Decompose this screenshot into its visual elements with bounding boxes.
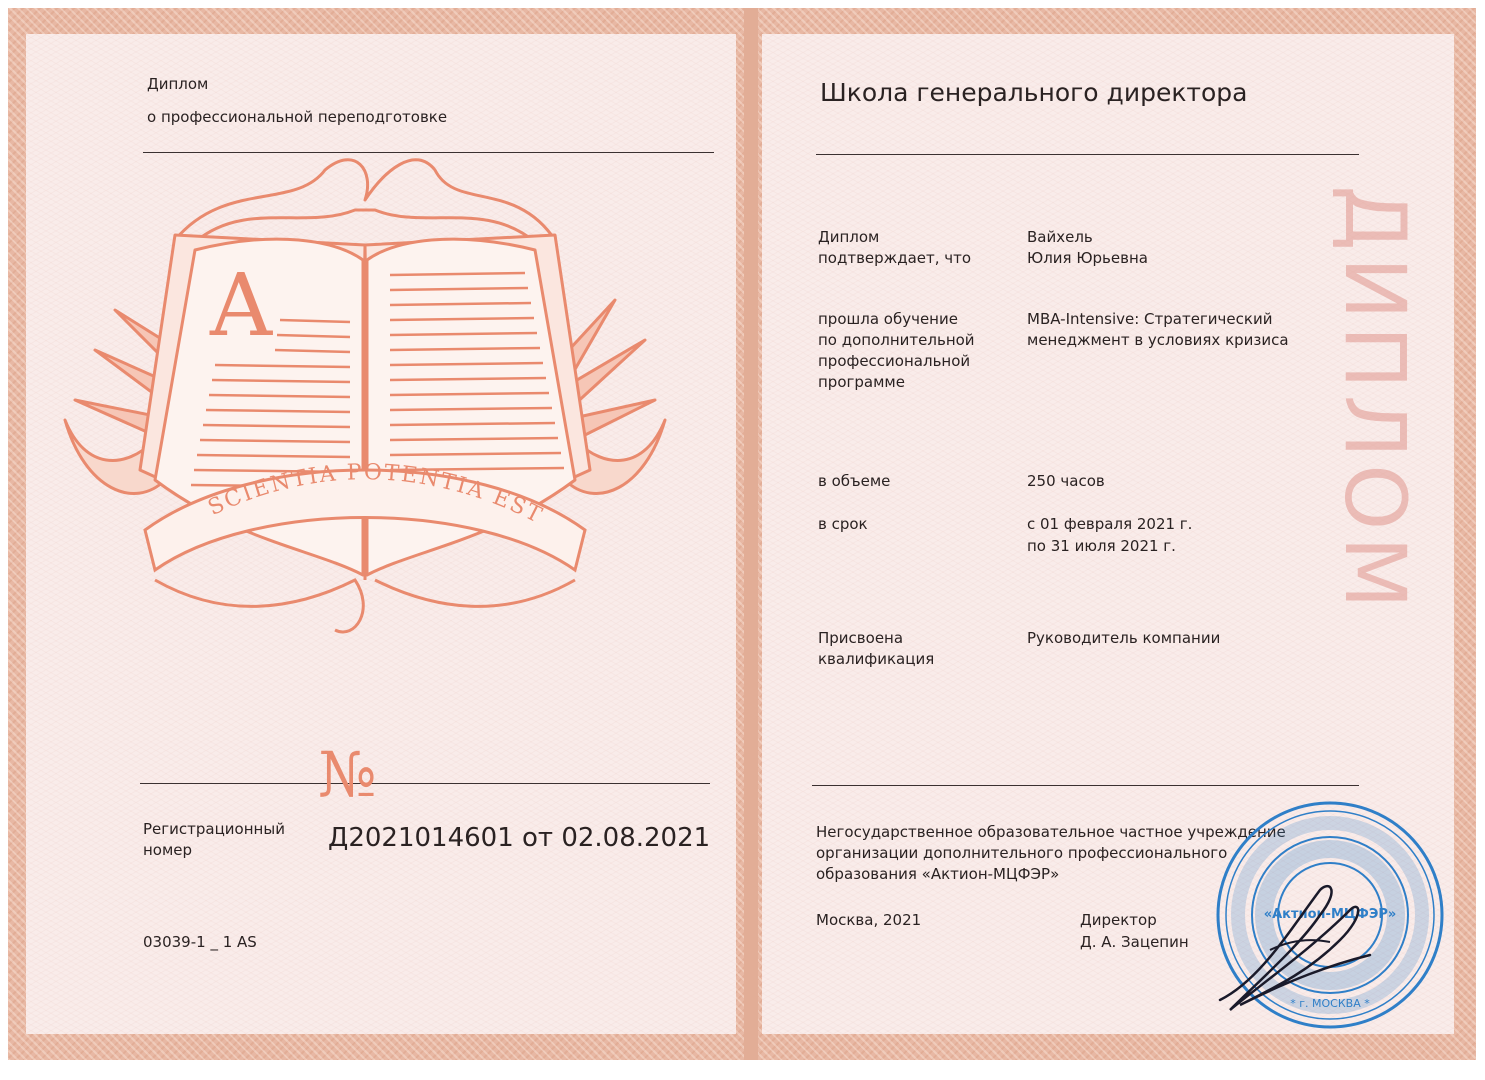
recipient-surname: Вайхель — [1027, 228, 1093, 246]
confirm-label-line1: Диплом — [818, 228, 880, 246]
org-line3: образования «Актион-МЦФЭР» — [816, 865, 1060, 883]
term-to: по 31 июля 2021 г. — [1027, 537, 1176, 555]
emblem-letter: A — [210, 256, 273, 356]
term-from: с 01 февраля 2021 г. — [1027, 515, 1193, 533]
director-signature-icon — [1200, 870, 1380, 1020]
reg-label-line2: номер — [143, 841, 193, 859]
qualification-label-line1: Присвоена — [818, 629, 904, 647]
city-year: Москва, 2021 — [816, 911, 922, 929]
divider-bottom-right — [812, 785, 1359, 786]
divider-top-right — [816, 154, 1359, 155]
spine-fold — [744, 8, 758, 1060]
qualification-value: Руководитель компании — [1027, 629, 1221, 647]
number-sign: № — [318, 738, 377, 811]
school-name: Школа генерального директора — [820, 78, 1248, 107]
stamp-bottom-text: * г. МОСКВА * — [1290, 997, 1370, 1010]
diploma-subtitle: о профессиональной переподготовке — [147, 108, 448, 126]
stamp-center-text: «Актион-МЦФЭР» — [1263, 907, 1397, 922]
program-name-line2: менеджмент в условиях кризиса — [1027, 331, 1289, 349]
form-code: 03039-1 _ 1 AS — [143, 933, 257, 951]
director-name: Д. А. Зацепин — [1080, 933, 1189, 951]
confirm-label-line2: подтверждает, что — [818, 249, 972, 267]
diploma-title: Диплом — [147, 75, 209, 93]
recipient-name: Юлия Юрьевна — [1027, 249, 1148, 267]
term-label: в срок — [818, 515, 868, 533]
volume-value: 250 часов — [1027, 472, 1105, 490]
program-label-line1: прошла обучение — [818, 310, 958, 328]
program-label-line2: по дополнительной — [818, 331, 975, 349]
director-title: Директор — [1080, 911, 1157, 929]
org-line1: Негосударственное образовательное частное учреждение — [816, 823, 1286, 841]
program-label-line3: профессиональной — [818, 352, 971, 370]
program-name-line1: MBA-Intensive: Стратегический — [1027, 310, 1273, 328]
emblem-book-icon — [55, 150, 675, 640]
volume-label: в объеме — [818, 472, 891, 490]
reg-label-line1: Регистрационный — [143, 820, 285, 838]
org-line2: организации дополнительного профессионального — [816, 844, 1228, 862]
diploma-watermark: ДИПЛОМ — [1326, 185, 1424, 615]
emblem-motto: SCIENTIA POTENTIA EST — [204, 460, 548, 530]
registration-number: Д2021014601 от 02.08.2021 — [328, 823, 711, 853]
qualification-label-line2: квалификация — [818, 650, 935, 668]
program-label-line4: программе — [818, 373, 905, 391]
